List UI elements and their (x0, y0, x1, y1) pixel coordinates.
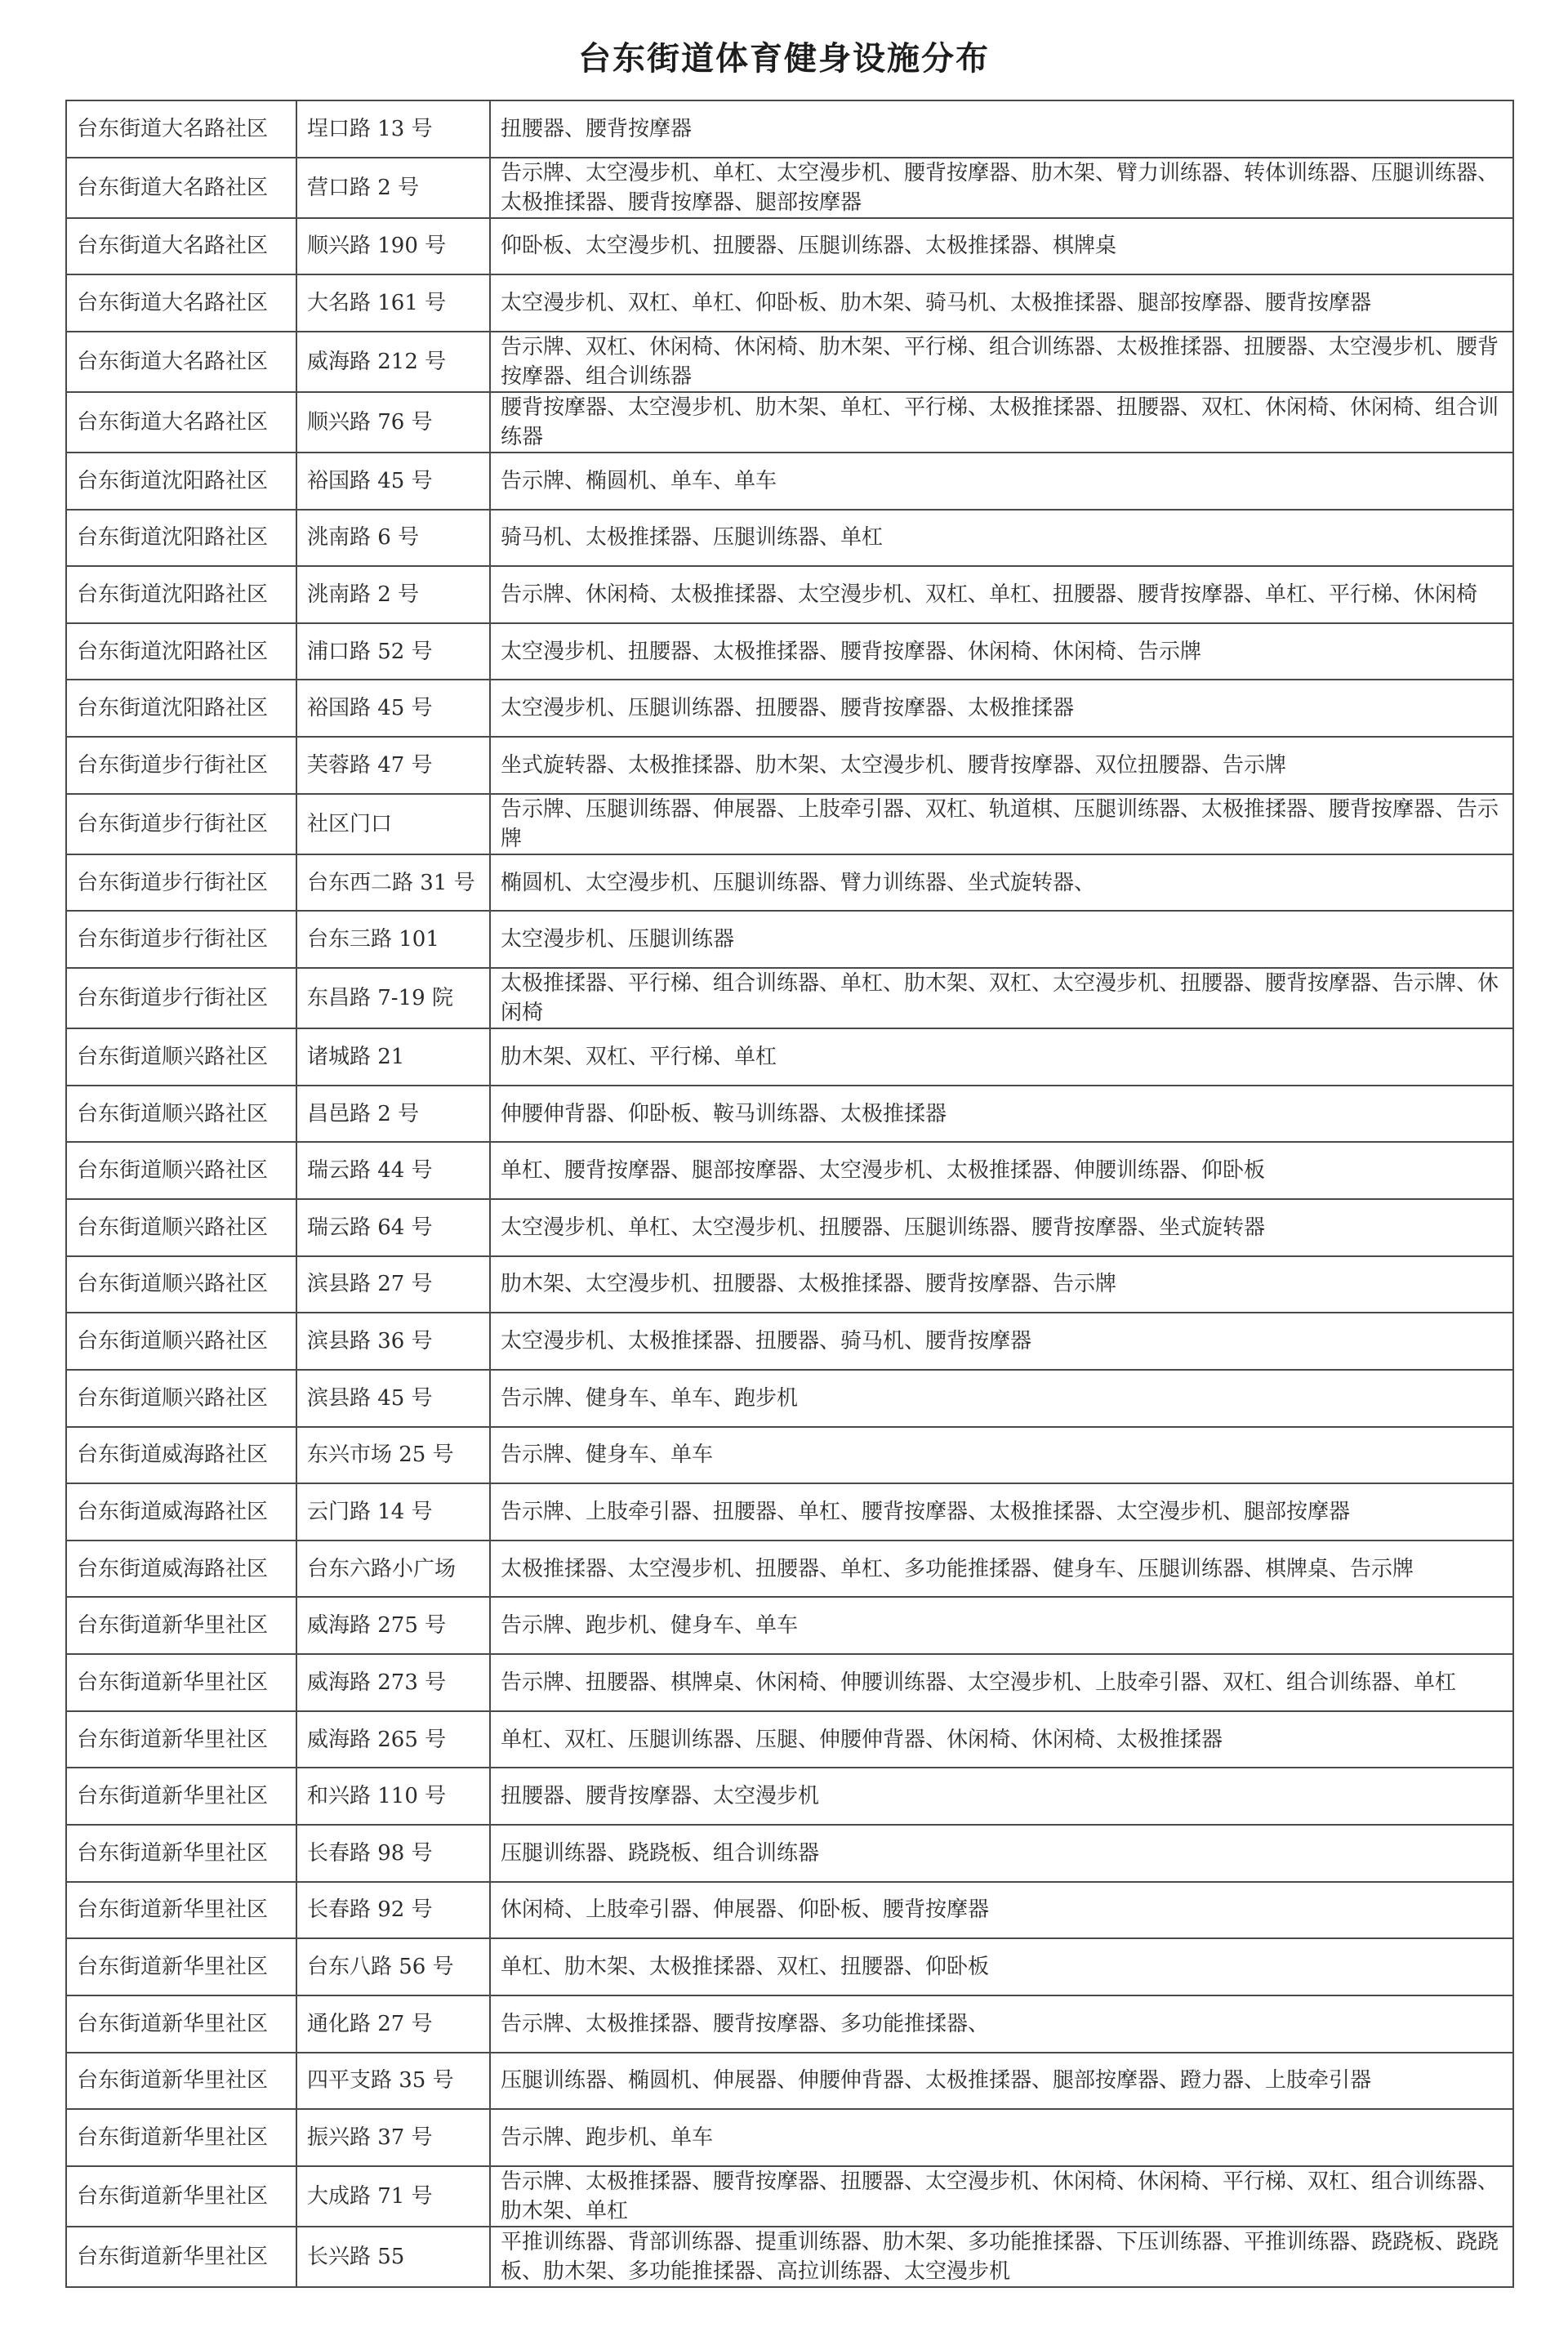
equipment-cell: 骑马机、太极推揉器、压腿训练器、单杠 (490, 510, 1513, 567)
community-cell: 台东街道新华里社区 (66, 2053, 296, 2110)
address-cell: 洮南路 6 号 (296, 510, 490, 567)
community-cell: 台东街道顺兴路社区 (66, 1199, 296, 1256)
address-cell: 埕口路 13 号 (296, 100, 490, 158)
community-cell: 台东街道新华里社区 (66, 1654, 296, 1711)
address-cell: 威海路 275 号 (296, 1597, 490, 1654)
equipment-cell: 单杠、腰背按摩器、腿部按摩器、太空漫步机、太极推揉器、伸腰训练器、仰卧板 (490, 1142, 1513, 1199)
community-cell: 台东街道沈阳路社区 (66, 566, 296, 623)
community-cell: 台东街道新华里社区 (66, 2109, 296, 2166)
table-row (66, 510, 1513, 567)
table-row (66, 158, 1513, 218)
equipment-cell: 压腿训练器、跷跷板、组合训练器 (490, 1825, 1513, 1882)
address-cell: 社区门口 (296, 794, 490, 854)
equipment-cell: 椭圆机、太空漫步机、压腿训练器、臂力训练器、坐式旋转器、 (490, 854, 1513, 912)
address-cell: 威海路 265 号 (296, 1711, 490, 1768)
equipment-cell: 告示牌、扭腰器、棋牌桌、休闲椅、伸腰训练器、太空漫步机、上肢牵引器、双杠、组合训练器、单杠 (490, 1654, 1513, 1711)
equipment-cell: 扭腰器、腰背按摩器 (490, 100, 1513, 158)
address-cell: 诸城路 21 (296, 1028, 490, 1086)
equipment-cell: 单杠、肋木架、太极推揉器、双杠、扭腰器、仰卧板 (490, 1938, 1513, 1995)
table-row (66, 854, 1513, 912)
equipment-cell: 太空漫步机、压腿训练器 (490, 911, 1513, 968)
community-cell: 台东街道顺兴路社区 (66, 1370, 296, 1427)
equipment-cell: 太空漫步机、扭腰器、太极推揉器、腰背按摩器、休闲椅、休闲椅、告示牌 (490, 623, 1513, 680)
table-row (66, 1882, 1513, 1939)
address-cell: 威海路 212 号 (296, 332, 490, 392)
community-cell: 台东街道威海路社区 (66, 1427, 296, 1484)
community-cell: 台东街道新华里社区 (66, 1768, 296, 1825)
address-cell: 滨县路 27 号 (296, 1256, 490, 1313)
equipment-cell: 告示牌、上肢牵引器、扭腰器、单杠、腰背按摩器、太极推揉器、太空漫步机、腿部按摩器 (490, 1483, 1513, 1541)
table-row (66, 623, 1513, 680)
equipment-cell: 单杠、双杠、压腿训练器、压腿、伸腰伸背器、休闲椅、休闲椅、太极推揉器 (490, 1711, 1513, 1768)
table-row (66, 274, 1513, 332)
equipment-cell: 告示牌、太极推揉器、腰背按摩器、扭腰器、太空漫步机、休闲椅、休闲椅、平行梯、双杠、组合训练器、肋木架、单杠 (490, 2166, 1513, 2227)
equipment-cell: 压腿训练器、椭圆机、伸展器、伸腰伸背器、太极推揉器、腿部按摩器、蹬力器、上肢牵引器 (490, 2053, 1513, 2110)
community-cell: 台东街道新华里社区 (66, 1597, 296, 1654)
address-cell: 裕国路 45 号 (296, 453, 490, 510)
table-row (66, 1768, 1513, 1825)
equipment-cell: 休闲椅、上肢牵引器、伸展器、仰卧板、腰背按摩器 (490, 1882, 1513, 1939)
address-cell: 大名路 161 号 (296, 274, 490, 332)
equipment-cell: 告示牌、休闲椅、太极推揉器、太空漫步机、双杠、单杠、扭腰器、腰背按摩器、单杠、平行梯、休闲椅 (490, 566, 1513, 623)
table-row (66, 1541, 1513, 1598)
table-row (66, 1256, 1513, 1313)
equipment-cell: 告示牌、跑步机、单车 (490, 2109, 1513, 2166)
address-cell: 大成路 71 号 (296, 2166, 490, 2227)
community-cell: 台东街道大名路社区 (66, 392, 296, 453)
community-cell: 台东街道沈阳路社区 (66, 453, 296, 510)
table-row (66, 1427, 1513, 1484)
community-cell: 台东街道顺兴路社区 (66, 1142, 296, 1199)
table-row (66, 218, 1513, 275)
equipment-cell: 平推训练器、背部训练器、提重训练器、肋木架、多功能推揉器、下压训练器、平推训练器、跷跷板、跷跷板、肋木架、多功能推揉器、高拉训练器、太空漫步机 (490, 2227, 1513, 2287)
table-row (66, 566, 1513, 623)
table-row (66, 332, 1513, 392)
address-cell: 浦口路 52 号 (296, 623, 490, 680)
community-cell: 台东街道顺兴路社区 (66, 1256, 296, 1313)
community-cell: 台东街道顺兴路社区 (66, 1086, 296, 1143)
equipment-cell: 肋木架、太空漫步机、扭腰器、太极推揉器、腰背按摩器、告示牌 (490, 1256, 1513, 1313)
table-row (66, 392, 1513, 453)
community-cell: 台东街道大名路社区 (66, 218, 296, 275)
equipment-cell: 仰卧板、太空漫步机、扭腰器、压腿训练器、太极推揉器、棋牌桌 (490, 218, 1513, 275)
community-cell: 台东街道威海路社区 (66, 1483, 296, 1541)
equipment-cell: 腰背按摩器、太空漫步机、肋木架、单杠、平行梯、太极推揉器、扭腰器、双杠、休闲椅、休闲椅、组合训练器 (490, 392, 1513, 453)
address-cell: 台东西二路 31 号 (296, 854, 490, 912)
community-cell: 台东街道新华里社区 (66, 1882, 296, 1939)
table-row (66, 1654, 1513, 1711)
equipment-cell: 太空漫步机、太极推揉器、扭腰器、骑马机、腰背按摩器 (490, 1313, 1513, 1370)
community-cell: 台东街道新华里社区 (66, 1995, 296, 2053)
address-cell: 洮南路 2 号 (296, 566, 490, 623)
table-row (66, 737, 1513, 794)
address-cell: 长春路 98 号 (296, 1825, 490, 1882)
community-cell: 台东街道威海路社区 (66, 1541, 296, 1598)
table-row (66, 2227, 1513, 2287)
address-cell: 长兴路 55 (296, 2227, 490, 2287)
table-row (66, 1597, 1513, 1654)
table-row (66, 1938, 1513, 1995)
equipment-cell: 太空漫步机、双杠、单杠、仰卧板、肋木架、骑马机、太极推揉器、腿部按摩器、腰背按摩器 (490, 274, 1513, 332)
equipment-cell: 告示牌、压腿训练器、伸展器、上肢牵引器、双杠、轨道棋、压腿训练器、太极推揉器、腰背按摩器、告示牌 (490, 794, 1513, 854)
equipment-cell: 告示牌、椭圆机、单车、单车 (490, 453, 1513, 510)
equipment-cell: 告示牌、太极推揉器、腰背按摩器、多功能推揉器、 (490, 1995, 1513, 2053)
address-cell: 芙蓉路 47 号 (296, 737, 490, 794)
equipment-cell: 坐式旋转器、太极推揉器、肋木架、太空漫步机、腰背按摩器、双位扭腰器、告示牌 (490, 737, 1513, 794)
community-cell: 台东街道步行街社区 (66, 737, 296, 794)
community-cell: 台东街道大名路社区 (66, 274, 296, 332)
community-cell: 台东街道步行街社区 (66, 794, 296, 854)
address-cell: 威海路 273 号 (296, 1654, 490, 1711)
equipment-cell: 告示牌、跑步机、健身车、单车 (490, 1597, 1513, 1654)
equipment-cell: 太极推揉器、平行梯、组合训练器、单杠、肋木架、双杠、太空漫步机、扭腰器、腰背按摩器、告示牌、休闲椅 (490, 968, 1513, 1028)
table-row (66, 1483, 1513, 1541)
address-cell: 滨县路 45 号 (296, 1370, 490, 1427)
community-cell: 台东街道新华里社区 (66, 1938, 296, 1995)
address-cell: 通化路 27 号 (296, 1995, 490, 2053)
community-cell: 台东街道新华里社区 (66, 2166, 296, 2227)
address-cell: 台东八路 56 号 (296, 1938, 490, 1995)
community-cell: 台东街道沈阳路社区 (66, 623, 296, 680)
table-row (66, 1370, 1513, 1427)
equipment-cell: 告示牌、健身车、单车、跑步机 (490, 1370, 1513, 1427)
equipment-cell: 扭腰器、腰背按摩器、太空漫步机 (490, 1768, 1513, 1825)
table-row (66, 1199, 1513, 1256)
address-cell: 台东三路 101 (296, 911, 490, 968)
community-cell: 台东街道顺兴路社区 (66, 1028, 296, 1086)
equipment-cell: 肋木架、双杠、平行梯、单杠 (490, 1028, 1513, 1086)
community-cell: 台东街道顺兴路社区 (66, 1313, 296, 1370)
community-cell: 台东街道大名路社区 (66, 158, 296, 218)
address-cell: 长春路 92 号 (296, 1882, 490, 1939)
address-cell: 和兴路 110 号 (296, 1768, 490, 1825)
address-cell: 昌邑路 2 号 (296, 1086, 490, 1143)
address-cell: 裕国路 45 号 (296, 680, 490, 737)
equipment-cell: 告示牌、双杠、休闲椅、休闲椅、肋木架、平行梯、组合训练器、太极推揉器、扭腰器、太空漫步机、腰背按摩器、组合训练器 (490, 332, 1513, 392)
address-cell: 东昌路 7-19 院 (296, 968, 490, 1028)
address-cell: 台东六路小广场 (296, 1541, 490, 1598)
facilities-table (65, 100, 1514, 2288)
community-cell: 台东街道沈阳路社区 (66, 510, 296, 567)
address-cell: 营口路 2 号 (296, 158, 490, 218)
table-row (66, 911, 1513, 968)
community-cell: 台东街道大名路社区 (66, 100, 296, 158)
community-cell: 台东街道步行街社区 (66, 854, 296, 912)
table-row (66, 1142, 1513, 1199)
community-cell: 台东街道新华里社区 (66, 1825, 296, 1882)
address-cell: 四平支路 35 号 (296, 2053, 490, 2110)
address-cell: 顺兴路 76 号 (296, 392, 490, 453)
table-row (66, 1086, 1513, 1143)
address-cell: 滨县路 36 号 (296, 1313, 490, 1370)
equipment-cell: 太空漫步机、压腿训练器、扭腰器、腰背按摩器、太极推揉器 (490, 680, 1513, 737)
table-row (66, 2166, 1513, 2227)
address-cell: 东兴市场 25 号 (296, 1427, 490, 1484)
equipment-cell: 太空漫步机、单杠、太空漫步机、扭腰器、压腿训练器、腰背按摩器、坐式旋转器 (490, 1199, 1513, 1256)
table-row (66, 2053, 1513, 2110)
table-row (66, 680, 1513, 737)
address-cell: 顺兴路 190 号 (296, 218, 490, 275)
address-cell: 瑞云路 44 号 (296, 1142, 490, 1199)
table-row (66, 1995, 1513, 2053)
community-cell: 台东街道沈阳路社区 (66, 680, 296, 737)
community-cell: 台东街道步行街社区 (66, 911, 296, 968)
address-cell: 瑞云路 64 号 (296, 1199, 490, 1256)
page-title: 台东街道体育健身设施分布 (578, 39, 990, 78)
table-row (66, 968, 1513, 1028)
community-cell: 台东街道新华里社区 (66, 1711, 296, 1768)
address-cell: 云门路 14 号 (296, 1483, 490, 1541)
address-cell: 振兴路 37 号 (296, 2109, 490, 2166)
equipment-cell: 告示牌、健身车、单车 (490, 1427, 1513, 1484)
table-row (66, 1313, 1513, 1370)
community-cell: 台东街道新华里社区 (66, 2227, 296, 2287)
table-row (66, 2109, 1513, 2166)
equipment-cell: 太极推揉器、太空漫步机、扭腰器、单杠、多功能推揉器、健身车、压腿训练器、棋牌桌、告示牌 (490, 1541, 1513, 1598)
community-cell: 台东街道大名路社区 (66, 332, 296, 392)
table-row (66, 1825, 1513, 1882)
equipment-cell: 伸腰伸背器、仰卧板、鞍马训练器、太极推揉器 (490, 1086, 1513, 1143)
table-row (66, 453, 1513, 510)
community-cell: 台东街道步行街社区 (66, 968, 296, 1028)
table-row (66, 100, 1513, 158)
table-row (66, 1028, 1513, 1086)
equipment-cell: 告示牌、太空漫步机、单杠、太空漫步机、腰背按摩器、肋木架、臂力训练器、转体训练器、压腿训练器、太极推揉器、腰背按摩器、腿部按摩器 (490, 158, 1513, 218)
table-row (66, 1711, 1513, 1768)
table-row (66, 794, 1513, 854)
